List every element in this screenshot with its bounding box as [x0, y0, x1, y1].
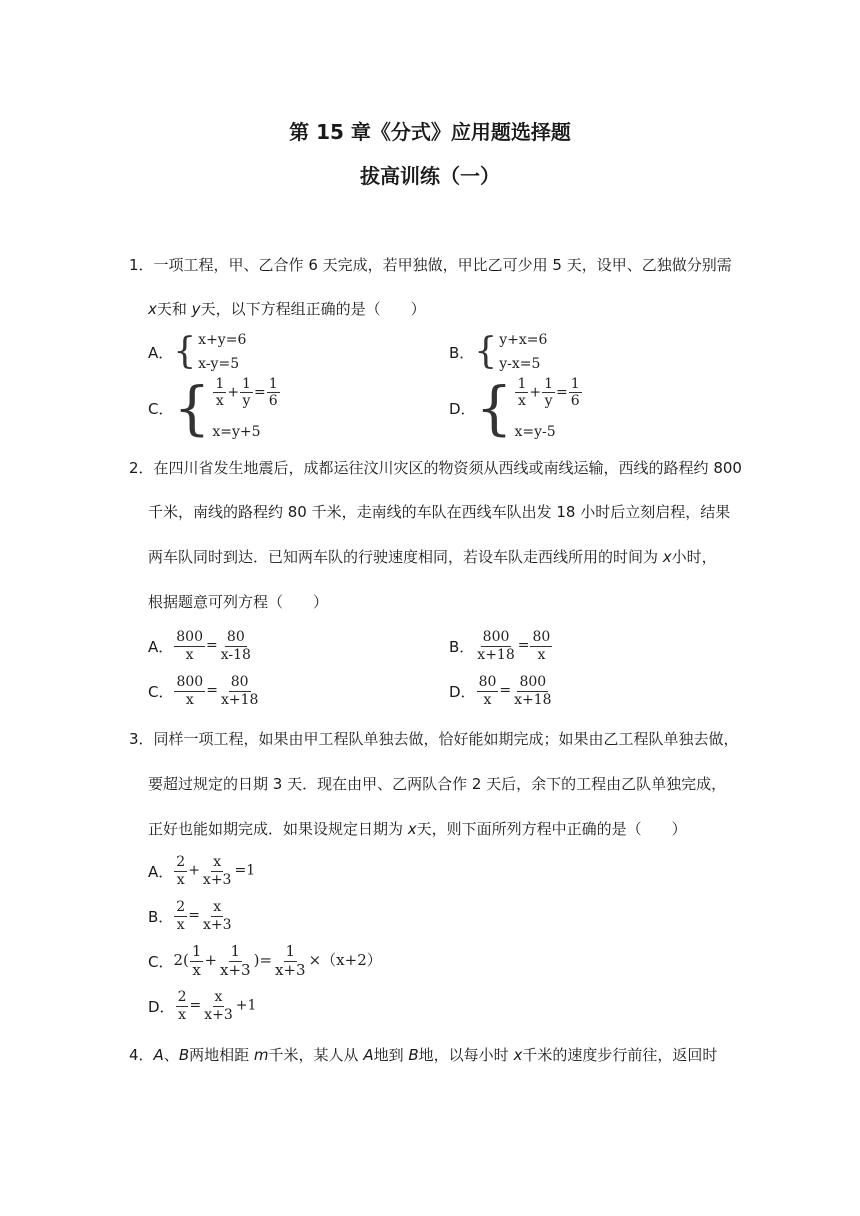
q2-option-c-label: C． — [148, 682, 174, 701]
left-brace-icon: { — [173, 374, 211, 442]
q2-d-equation: $\frac{80}{x}$ = $\frac{800}{x+18}$ — [478, 674, 552, 708]
q2-option-a-label: A． — [148, 637, 174, 656]
q1-text-end: 天，以下方程组正确的是（ ） — [200, 300, 426, 318]
q3-option-b[interactable] — [148, 895, 235, 937]
left-brace-icon: { — [475, 374, 513, 442]
q3-b-equation: $\frac{2}{x}$ = $\frac{x}{x+3}$ — [176, 899, 232, 933]
q2-a-equation: $\frac{800}{x}$ = $\frac{80}{x-18}$ — [176, 629, 251, 663]
q1-var-y: y — [191, 300, 201, 318]
q2-option-b-label: B． — [449, 637, 475, 656]
q1-a-eq-1: x+y=6 — [198, 332, 247, 348]
q1-option-a-label: A． — [148, 343, 174, 362]
q1-text: 天和 — [156, 300, 192, 318]
title-line-1: 第 15 章《分式》应用题选择题 — [289, 120, 571, 144]
q4-line-1: 4．A、B两地相距 m千米，某人从 A地到 B地，以每小时 x千米的速度步行前往，返回时 — [129, 1046, 718, 1064]
q3-line-2: 要超过规定的日期 3 天．现在由甲、乙两队合作 2 天后，余下的工程由乙队单独完成， — [148, 775, 727, 793]
q1-d-eq-1: $\frac{1}{x}$ + $\frac{1}{y}$ = $\frac{1}{6}$ — [517, 376, 580, 410]
q1-c-eq-1: $\frac{1}{x}$ + $\frac{1}{y}$ = $\frac{1}{6}$ — [215, 376, 278, 410]
q1-b-eq-2: y-x=5 — [499, 356, 541, 372]
q1-line-2 — [148, 298, 426, 319]
q1-option-a[interactable] — [148, 330, 246, 374]
q2-line-2: 千米，南线的路程约 80 千米，走南线的车队在西线车队出发 18 小时后立刻启程，结果 — [148, 503, 731, 521]
q1-option-d-label: D． — [449, 399, 476, 418]
q2-line-1: 2．在四川省发生地震后，成都运往汶川灾区的物资须从西线或南线运输，西线的路程约 800 — [129, 459, 742, 477]
q1-a-eq-2: x-y=5 — [198, 356, 240, 372]
q2-option-a[interactable] — [148, 625, 254, 667]
q3-line-1: 3．同样一项工程，如果由甲工程队单独去做，恰好能如期完成；如果由乙工程队单独去做， — [129, 730, 739, 748]
q2-c-equation: $\frac{800}{x}$ = $\frac{80}{x+18}$ — [176, 674, 259, 708]
q3-option-b-label: B． — [148, 907, 174, 926]
q3-option-c[interactable] — [148, 940, 382, 982]
left-brace-icon: { — [173, 331, 197, 372]
q3-d-equation: $\frac{2}{x}$ = $\frac{x}{x+3}$ +1 — [177, 989, 257, 1023]
q1-c-eq-2: x=y+5 — [212, 424, 261, 440]
q1-var-x: x — [148, 300, 157, 318]
q3-a-equation: $\frac{2}{x}$ + $\frac{x}{x+3}$ =1 — [176, 854, 256, 888]
q1-b-eq-1: y+x=6 — [499, 332, 548, 348]
q1-option-b[interactable] — [449, 330, 547, 374]
title-line-2: 拔高训练（一） — [360, 164, 500, 188]
q2-b-equation: $\frac{800}{x+18}$ = $\frac{80}{x}$ — [477, 629, 551, 663]
q3-line-3: 正好也能如期完成．如果设规定日期为 x天，则下面所列方程中正确的是（ ） — [148, 820, 687, 838]
q3-option-a[interactable] — [148, 850, 255, 892]
q3-option-d-label: D． — [148, 997, 175, 1016]
q3-c-equation: 2( $\frac{1}{x}$ + $\frac{1}{x+3}$ )= $\frac{1}{x+3}$ ×（x+2） — [173, 942, 382, 979]
q1-option-d[interactable] — [449, 375, 583, 441]
q1-line-1: 1．一项工程，甲、乙合作 6 天完成，若甲独做，甲比乙可少用 5 天，设甲、乙独做分别需 — [129, 256, 732, 274]
q3-option-c-label: C． — [148, 952, 174, 971]
q3-option-d[interactable] — [148, 985, 256, 1027]
q2-option-c[interactable] — [148, 670, 261, 712]
q2-option-d[interactable] — [449, 670, 555, 712]
q1-option-b-label: B． — [449, 343, 475, 362]
q2-var-x: x — [662, 548, 672, 566]
left-brace-icon: { — [474, 331, 498, 372]
q1-d-eq-2: x=y-5 — [514, 424, 556, 440]
q2-line-3: 两车队同时到达．已知两车队的行驶速度相同，若设车队走西线所用的时间为 x小时， — [148, 548, 717, 566]
q2-line-4: 根据题意可列方程（ ） — [148, 593, 329, 611]
q3-option-a-label: A． — [148, 862, 174, 881]
q1-option-c-label: C． — [148, 399, 174, 418]
q1-option-c[interactable] — [148, 375, 281, 441]
q3-var-x: x — [407, 820, 417, 838]
q2-option-d-label: D． — [449, 682, 476, 701]
q2-option-b[interactable] — [449, 625, 553, 667]
